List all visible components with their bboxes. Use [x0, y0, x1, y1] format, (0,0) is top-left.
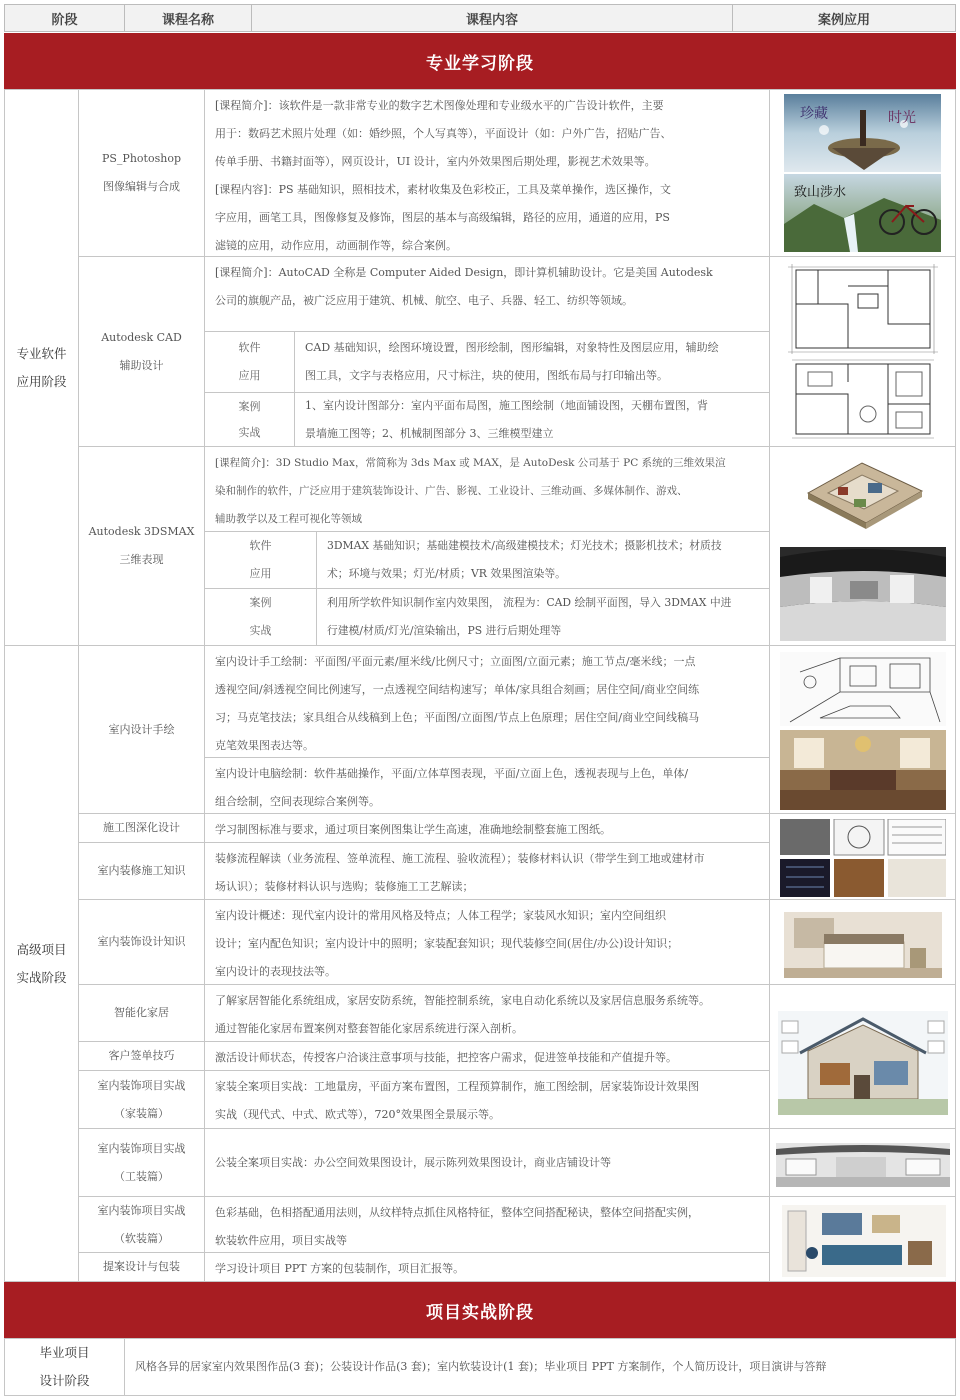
- course-decoration-knowledge-content: 室内设计概述：现代室内设计的常用风格及特点；人体工程学；家装风水知识；室内空间组织 设计；室内配色知识；室内设计中的照明；家装配套知识；现代装修空间(居住/办公)设计知识； 室内设计的表现技法等。: [204, 899, 770, 985]
- course-soft-project-name: 室内装饰项目实战 （软装篇）: [78, 1196, 205, 1253]
- course-cad-name: Autodesk CAD 辅助设计: [78, 256, 205, 447]
- header-course-content: 课程内容: [251, 4, 733, 32]
- max-case-content: 利用所学软件知识制作室内效果图， 流程为：CAD 绘制平面图，导入 3DMAX 中进 行建模/材质/灯光/渲染输出，PS 进行后期处理等: [316, 588, 770, 646]
- cad-case-label: 案例 实战: [204, 392, 295, 447]
- course-home-project-name: 室内装饰项目实战 （家装篇）: [78, 1070, 205, 1129]
- case-smart-home-image: [769, 984, 956, 1129]
- photoshop-poster-image: [784, 94, 941, 252]
- course-cad-intro: [课程简介]：AutoCAD 全称是 Computer Aided Design，即计算机辅助设计。它是美国 Autodesk 公司的旗舰产品，被广泛应用于建筑、机械、航空、电子、兵器、轻工、纺织等领域。: [204, 256, 770, 332]
- course-3dsmax-name: Autodesk 3DSMAX 三维表现: [78, 446, 205, 646]
- office-panorama-image: [776, 1143, 950, 1187]
- course-smart-home-content: 了解家居智能化系统组成，家居安防系统，智能控制系统，家电自动化系统以及家居信息服务系统等。 通过智能化家居布置案例对整套智能化家居系统进行深入剖析。: [204, 984, 770, 1042]
- soft-decoration-image: [782, 1205, 946, 1277]
- course-construction-drawing-content: 学习制图标准与要求，通过项目案例图集让学生高速，准确地绘制整套施工图纸。: [204, 813, 770, 843]
- course-construction-knowledge-content: 装修流程解读（业务流程、签单流程、施工流程、验收流程）；装修材料认识（带学生到工地或建材市 场认识）；装修材料认识与选购；装修施工工艺解读；: [204, 842, 770, 900]
- max-software-label: 软件 应用: [204, 531, 317, 589]
- course-3dsmax-intro: [课程简介]：3D Studio Max，常简称为 3ds Max 或 MAX，是 AutoDesk 公司基于 PC 系统的三维效果渲 染和制作的软件，广泛应用于建筑装饰设计、广告、影视、工业设计、三维动画、多媒体制作、游戏、 辅助教学以及工程可视化等领域: [204, 446, 770, 532]
- course-office-project-name: 室内装饰项目实战 （工装篇）: [78, 1128, 205, 1197]
- course-home-project-content: 家装全案项目实战：工地量房，平面方案布置图，工程预算制作，施工图绘制，居家装饰设计效果图 实战（现代式、中式、欧式等），720°效果图全景展示等。: [204, 1070, 770, 1129]
- construction-collage-image: [780, 819, 946, 897]
- stage-advanced: 高级项目 实战阶段: [4, 645, 79, 1282]
- course-construction-drawing-name: 施工图深化设计: [78, 813, 205, 843]
- band-professional: 专业学习阶段: [4, 33, 956, 89]
- cad-floorplan-image: [788, 264, 938, 440]
- table-header: [4, 4, 956, 32]
- smart-house-image: [778, 1011, 948, 1115]
- rendered-room-image: [780, 730, 946, 810]
- header-case: 案例应用: [732, 4, 956, 32]
- stage-software: 专业软件 应用阶段: [4, 89, 79, 646]
- course-photoshop-name: PS_Photoshop 图像编辑与合成: [78, 89, 205, 257]
- header-course-name: 课程名称: [124, 4, 252, 32]
- case-photoshop-image: [769, 89, 956, 257]
- cad-case-content: 1、室内设计图部分：室内平面布局图，施工图绘制（地面铺设图，天棚布置图，背 景墙施工图等；2、机械制图部分 3、三维模型建立: [294, 392, 770, 447]
- course-hand-drawing-name: 室内设计手绘: [78, 645, 205, 814]
- course-hand-drawing-content: 室内设计手工绘制：平面图/平面元素/厘米线/比例尺寸；立面图/立面元素；施工节点/毫米线；一点 透视空间/斜透视空间比例速写，一点透视空间结构速写；单体/家具组合刻画；居住空间/商业空间练 习；马克笔技法；家具组合从线稿到上色；平面图/立面图/节点上色原理；居住空间/商业空间线稿马 克笔效果图表达等。: [204, 645, 770, 758]
- max-3d-model-image: [798, 457, 928, 529]
- band-project: 项目实战阶段: [4, 1282, 956, 1338]
- case-3dsmax-image: [769, 446, 956, 646]
- course-sales-skill-name: 客户签单技巧: [78, 1041, 205, 1071]
- case-soft-decoration-image: [769, 1196, 956, 1282]
- stage-graduation: 毕业项目 设计阶段: [4, 1338, 125, 1396]
- case-office-image: [769, 1128, 956, 1197]
- case-hand-drawing-image: [769, 645, 956, 814]
- course-proposal-name: 提案设计与包装: [78, 1252, 205, 1282]
- case-decoration-image: [769, 899, 956, 985]
- course-construction-knowledge-name: 室内装修施工知识: [78, 842, 205, 900]
- case-cad-image: [769, 256, 956, 447]
- max-panorama-image: [780, 547, 946, 641]
- cad-software-label: 软件 应用: [204, 331, 295, 393]
- graduation-content: 风格各异的居家室内效果图作品(3 套)；公装设计作品(3 套)；室内软装设计(1 套)；毕业项目 PPT 方案制作，个人简历设计，项目演讲与答辩: [124, 1338, 956, 1396]
- course-sales-skill-content: 激活设计师状态，传授客户洽谈注意事项与技能，把控客户需求，促进签单技能和产值提升等。: [204, 1041, 770, 1071]
- course-computer-drawing-content: 室内设计电脑绘制：软件基础操作，平面/立体草图表现，平面/立面上色，透视表现与上色，单体/ 组合绘制，空间表现综合案例等。: [204, 757, 770, 814]
- poster-text-2: 时光: [888, 110, 916, 126]
- header-stage: 阶段: [4, 4, 125, 32]
- poster-text-1: 珍藏: [800, 106, 828, 122]
- max-software-content: 3DMAX 基础知识；基础建模技术/高级建模技术；灯光技术；摄影机技术；材质技 术；环境与效果；灯光/材质；VR 效果图渲染等。: [316, 531, 770, 589]
- course-smart-home-name: 智能化家居: [78, 984, 205, 1042]
- max-case-label: 案例 实战: [204, 588, 317, 646]
- cad-software-content: CAD 基础知识，绘图环境设置，图形绘制，图形编辑，对象特性及图层应用，辅助绘 图工具，文字与表格应用，尺寸标注，块的使用，图纸布局与打印输出等。: [294, 331, 770, 393]
- course-proposal-content: 学习设计项目 PPT 方案的包装制作，项目汇报等。: [204, 1252, 770, 1282]
- course-soft-project-content: 色彩基础，色相搭配通用法则，从纹样特点抓住风格特征，整体空间搭配秘诀，整体空间搭配实例， 软装软件应用，项目实战等: [204, 1196, 770, 1253]
- course-decoration-knowledge-name: 室内装饰设计知识: [78, 899, 205, 985]
- case-construction-image: [769, 813, 956, 900]
- poster-text-3: 致山涉水: [794, 185, 847, 200]
- course-photoshop-content: [课程简介]：该软件是一款非常专业的数字艺术图像处理和专业级水平的广告设计软件，主要 用于：数码艺术照片处理（如：婚纱照，个人写真等），平面设计（如：户外广告，招贴广告、 传单手册、书籍封面等），网页设计，UI 设计，室内外效果图后期处理，影视艺术效果等。 [课程内容]：PS 基础知识，照相技术，素材收集及色彩校正，工具及菜单操作，选区操作，文 字应用，画笔工具，图像修复及修饰，图层的基本与高级编辑，路径的应用，通道的应用，PS 滤镜的应用，动作应用，动画制作等，综合案例。: [204, 89, 770, 257]
- bedroom-render-image: [784, 912, 942, 978]
- sketch-drawing-image: [780, 652, 946, 726]
- course-office-project-content: 公装全案项目实战：办公空间效果图设计，展示陈列效果图设计，商业店铺设计等: [204, 1128, 770, 1197]
